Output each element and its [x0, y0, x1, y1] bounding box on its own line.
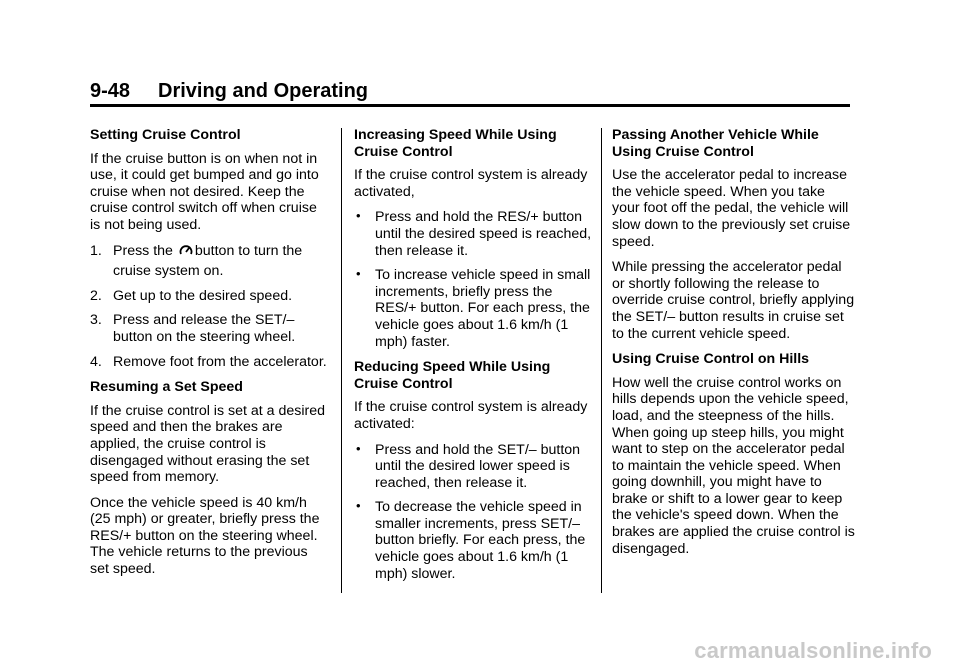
- page-header: [90, 82, 850, 107]
- column-1: [90, 127, 330, 587]
- bullet-icon: •: [356, 266, 361, 282]
- step-text: Remove foot from the accelerator.: [113, 353, 327, 370]
- paragraph: If the cruise control system is already activated,: [354, 167, 588, 200]
- paragraph: Use the accelerator pedal to increase the vehicle speed. When you take your foot off the pedal, the vehicle will slow down to the previously set cruise speed.: [612, 167, 851, 250]
- paragraph: If the cruise button is on when not in use, it could get bumped and go into cruise when not desired. Keep the cruise control switch off when cruise is not being used.: [90, 150, 319, 233]
- heading-cruise-on-hills: Using Cruise Control on Hills: [612, 351, 810, 368]
- step-text: Press the: [113, 242, 173, 259]
- step-number: 1.: [90, 242, 102, 259]
- step-text: Press and release the SET/– button on the steering wheel.: [113, 312, 296, 345]
- paragraph: If the cruise control is set at a desired speed and then the brakes are applied, the cruise control is disengaged without erasing the set speed from memory.: [90, 402, 325, 486]
- step-number: 2.: [90, 287, 102, 304]
- step-item: [90, 288, 330, 305]
- watermark: carmanualsonline.info: [694, 638, 932, 663]
- column-divider-2: [601, 128, 602, 593]
- paragraph: Once the vehicle speed is 40 km/h (25 mph) or greater, briefly press the RES/+ button on the steering wheel. The vehicle returns to the previous set speed.: [90, 494, 320, 578]
- bullet-item: [354, 267, 592, 350]
- steps-list: [90, 243, 330, 371]
- heading-passing-vehicle: Passing Another Vehicle While Using Cruise Control: [612, 127, 819, 160]
- bullet-text: Press and hold the RES/+ button until the desired speed is reached, then release it.: [375, 209, 592, 259]
- step-item: [90, 243, 330, 280]
- step-text: Get up to the desired speed.: [113, 287, 293, 304]
- bullet-item: [354, 209, 592, 259]
- bullet-text: Press and hold the SET/– button until the desired lower speed is reached, then release it.: [375, 441, 581, 491]
- bullet-text: To increase vehicle speed in small increments, briefly press the RES/+ button. For each press, the vehicle goes about 1.6 km/h (1 mph) faster.: [375, 267, 591, 350]
- section-title: Driving and Operating: [158, 80, 369, 102]
- bullet-text: To decrease the vehicle speed in smaller increments, press SET/– button briefly. For each press, the vehicle goes about 1.6 km/h (1 mph) slower.: [375, 499, 586, 582]
- column-3: [612, 127, 856, 566]
- step-text: cruise system on.: [113, 263, 224, 280]
- bullet-icon: •: [356, 208, 361, 224]
- paragraph: How well the cruise control works on hills depends upon the vehicle speed, load, and the steepness of the hills. When going up steep hills, you might want to step on the accelerator pedal to maintain the vehicle speed. When going downhill, you might have to brake or shift to a lower gear to keep the vehicle's speed down. When the brakes are applied the cruise control is disengaged.: [612, 374, 855, 557]
- bullet-list: [354, 209, 592, 350]
- cruise-icon: [179, 243, 193, 260]
- bullet-item: [354, 499, 592, 582]
- bullet-icon: •: [356, 440, 361, 456]
- column-divider-1: [341, 128, 342, 593]
- step-number: 3.: [90, 312, 102, 329]
- bullet-icon: •: [356, 498, 361, 514]
- paragraph: While pressing the accelerator pedal or shortly following the release to override cruise control, briefly applying the SET/– button results in cruise set to the current vehicle speed.: [612, 259, 855, 342]
- step-item: [90, 354, 330, 371]
- step-number: 4.: [90, 353, 102, 370]
- bullet-list: [354, 442, 592, 583]
- heading-reducing-speed: Reducing Speed While Using Cruise Control: [354, 359, 551, 392]
- bullet-item: [354, 442, 592, 492]
- step-text: button to turn the: [194, 242, 303, 259]
- step-item: [90, 312, 330, 345]
- column-2: [354, 127, 592, 591]
- paragraph: If the cruise control system is already activated:: [354, 399, 588, 432]
- heading-increasing-speed: Increasing Speed While Using Cruise Control: [354, 127, 557, 160]
- page-number: 9-48: [90, 80, 131, 102]
- heading-setting-cruise-control: Setting Cruise Control: [90, 127, 241, 143]
- heading-resuming-set-speed: Resuming a Set Speed: [90, 379, 243, 396]
